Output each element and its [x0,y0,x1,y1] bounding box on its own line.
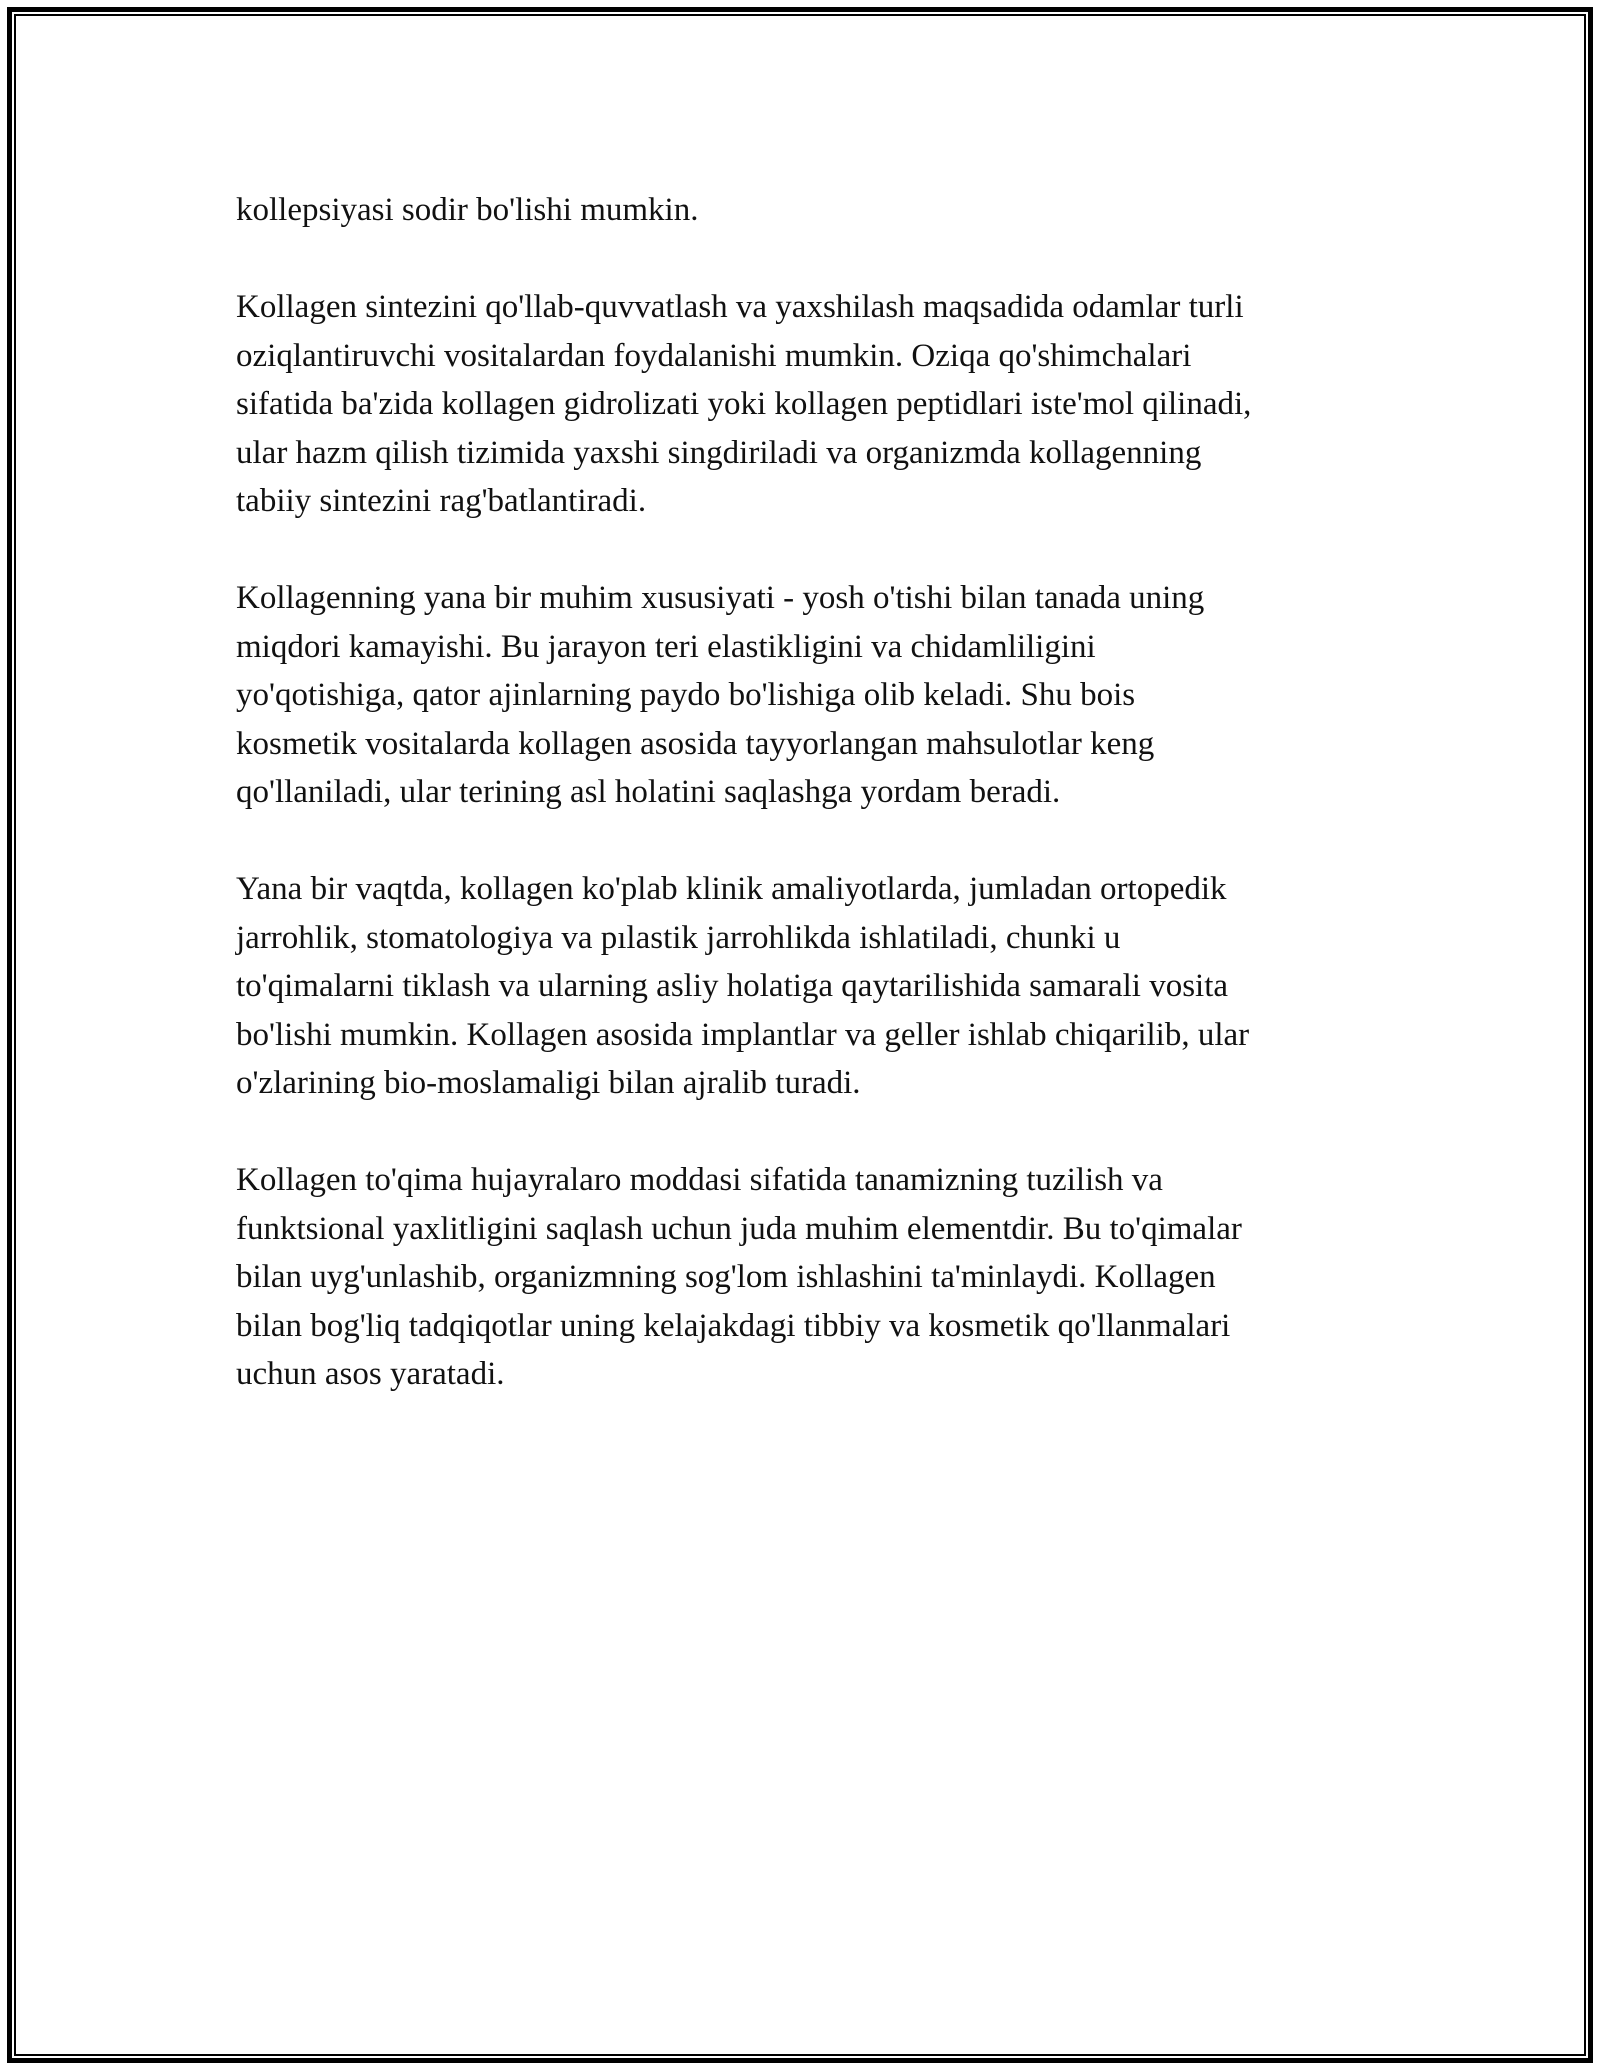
paragraph-5 [236,1156,1376,1399]
text-line: kosmetik vositalarda kollagen asosida tayyorlangan mahsulotlar keng [236,725,1155,762]
text-line: miqdori kamayishi. Bu jarayon teri elastikligini va chidamliligini [236,628,1096,665]
text-line: tabiiy sintezini rag'batlantiradi. [236,483,647,519]
text-line: bilan uyg'unlashib, organizmning sog'lom ishlashini ta'minlaydi. Kollagen [236,1259,1216,1295]
paragraph-3 [236,574,1376,817]
text-line: ular hazm qilish tizimida yaxshi singdiriladi va organizmda kollagenning [236,434,1202,471]
text-line: yo'qotishiga, qator ajinlarning paydo bo'lishiga olib keladi. Shu bois [236,677,1136,713]
paragraph-1 [236,186,1376,235]
text-line: kollepsiyasi sodir bo'lishi mumkin. [236,192,699,228]
text-line: uchun asos yaratadi. [236,1356,505,1392]
text-line: bilan bog'liq tadqiqotlar uning kelajakdagi tibbiy va kosmetik qo'llanmalari [236,1307,1231,1344]
text-line: jarrohlik, stomatologiya va pılastik jarrohlikda ishlatiladi, chunki u [236,919,1121,956]
text-line: o'zlarining bio-moslamaligi bilan ajralib turadi. [236,1065,861,1101]
text-line: Kollagen sintezini qo'llab-quvvatlash va yaxshilash maqsadida odamlar turli [236,289,1244,325]
document-body [236,186,1376,1447]
text-line: funktsional yaxlitligini saqlash uchun juda muhim elementdir. Bu to'qimalar [236,1210,1242,1247]
text-line: to'qimalarni tiklash va ularning asliy holatiga qaytarilishida samarali vosita [236,968,1229,1004]
text-line: oziqlantiruvchi vositalardan foydalanishi mumkin. Oziqa qo'shimchalari [236,337,1192,374]
text-line: Kollagen to'qima hujayralaro moddasi sifatida tanamizning tuzilish va [236,1162,1163,1198]
text-line: sifatida ba'zida kollagen gidrolizati yoki kollagen peptidlari iste'mol qilinadi, [236,386,1252,422]
paragraph-4 [236,865,1376,1108]
paragraph-2 [236,283,1376,526]
text-line: qo'llaniladi, ular terining asl holatini saqlashga yordam beradi. [236,774,1061,810]
text-line: Kollagenning yana bir muhim xususiyati - yosh o'tishi bilan tanada uning [236,580,1205,616]
text-line: Yana bir vaqtda, kollagen ko'plab klinik amaliyotlarda, jumladan ortopedik [236,871,1227,907]
text-line: bo'lishi mumkin. Kollagen asosida implantlar va geller ishlab chiqarilib, ular [236,1016,1250,1053]
